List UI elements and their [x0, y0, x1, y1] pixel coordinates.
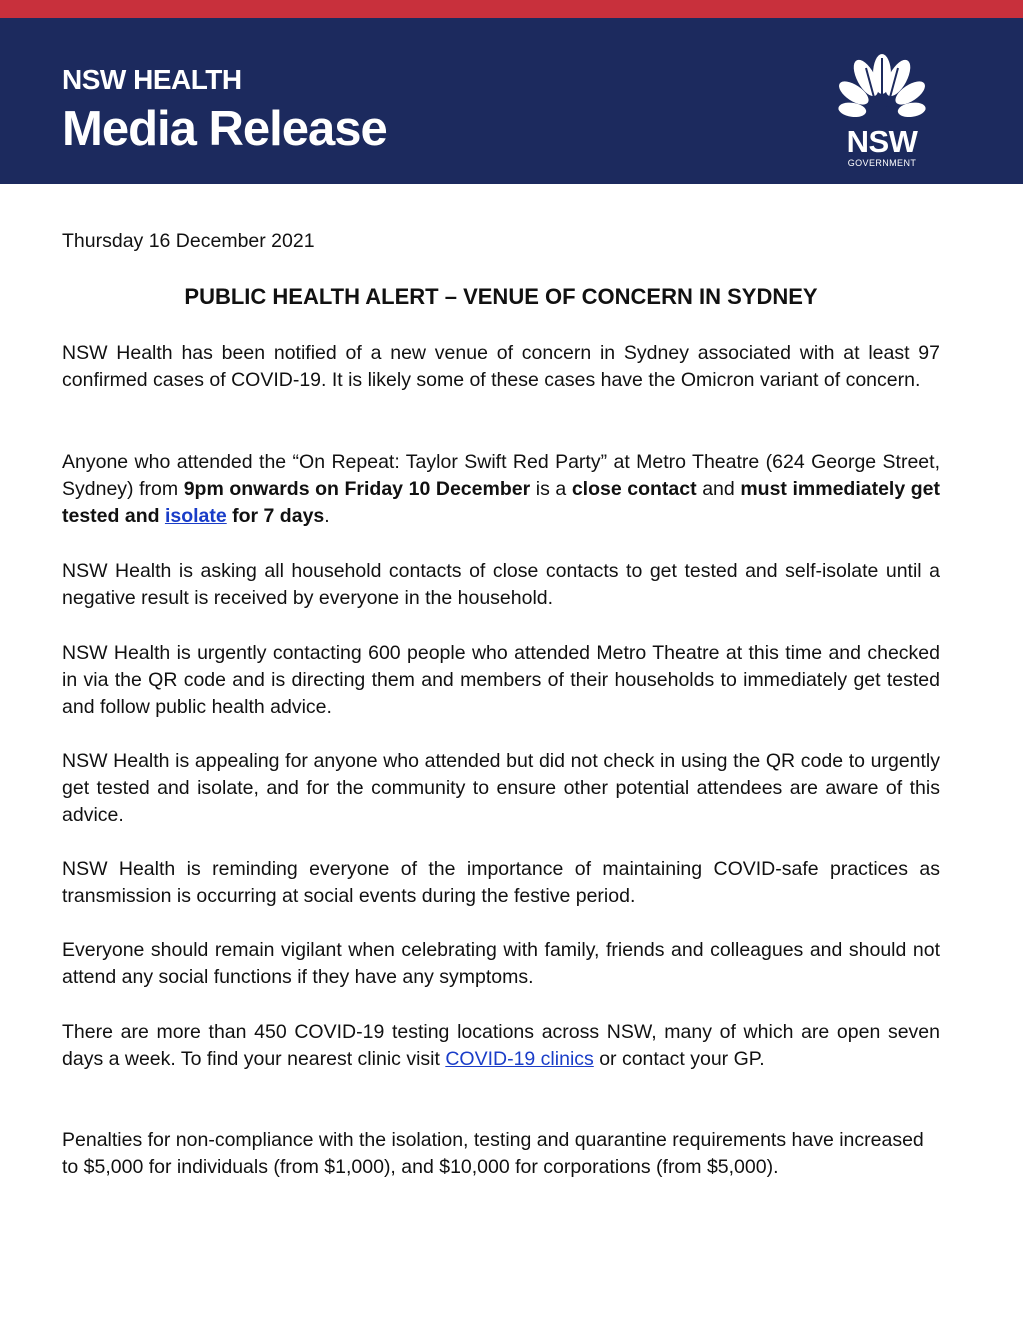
logo-government-text: GOVERNMENT	[847, 158, 917, 168]
p2-period: .	[324, 505, 330, 527]
top-accent-stripe	[0, 0, 1023, 18]
paragraph-venue: NSW Health has been notified of a new venue of concern in Sydney associated with at least 97 confirmed cases of COVID-19. It is likely some of these cases have the Omicron variant of concern.	[62, 342, 940, 391]
release-date: Thursday 16 December 2021	[62, 230, 315, 252]
paragraph-attendees	[62, 449, 940, 530]
paragraph-vigilant: Everyone should remain vigilant when celebrating with family, friends and colleagues and should not attend any social functions if they have any symptoms.	[62, 939, 940, 988]
paragraph-appeal: NSW Health is appealing for anyone who attended but did not check in using the QR code to urgently get tested and isolate, and for the community to ensure other potential attendees are aware of this advice.	[62, 750, 940, 826]
nsw-government-logo	[830, 50, 934, 168]
p8-text: There are more than 450 COVID-19 testing locations across NSW, many of which are open seven days a week. To find your nearest clinic visit	[62, 1021, 940, 1070]
isolate-link[interactable]: isolate	[164, 505, 227, 527]
p2-instruction: must immediately get tested and isolate for 7 days	[62, 478, 941, 527]
paragraph-contacting: NSW Health is urgently contacting 600 people who attended Metro Theatre at this time and checked in via the QR code and is directing them and members of their households to immediately get tested and follow public health advice.	[62, 642, 940, 718]
paragraph-household: NSW Health is asking all household contacts of close contacts to get tested and self-isolate until a negative result is received by everyone in the household.	[62, 560, 940, 609]
waratah-icon	[830, 50, 934, 122]
paragraph-reminder: NSW Health is reminding everyone of the importance of maintaining COVID-safe practices as transmission is occurring at social events during the festive period.	[62, 858, 940, 907]
p8-text-2: or contact your GP.	[593, 1048, 765, 1070]
p2-text: Anyone who attended the “On Repeat: Taylor Swift Red Party” at Metro Theatre (624 George Street, Sydney) from	[62, 451, 940, 500]
release-type: Media Release	[62, 102, 387, 156]
paragraph-penalties: Penalties for non-compliance with the isolation, testing and quarantine requirements have increased to $5,000 for individuals (from $1,000), and $10,000 for corporations (from $5,000).	[62, 1129, 924, 1178]
p2-text-3: and	[696, 478, 741, 500]
p2-time: 9pm onwards on Friday 10 December	[183, 478, 531, 500]
p2-text-2: is a	[530, 478, 572, 500]
paragraph-testing	[62, 1019, 940, 1073]
logo-nsw-text: NSW	[846, 124, 918, 159]
org-name: NSW HEALTH	[62, 64, 242, 95]
headline: PUBLIC HEALTH ALERT – VENUE OF CONCERN IN SYDNEY	[184, 284, 818, 309]
covid-clinics-link[interactable]: COVID-19 clinics	[445, 1048, 594, 1070]
p2-close-contact: close contact	[571, 478, 697, 500]
header-banner	[0, 18, 1023, 184]
